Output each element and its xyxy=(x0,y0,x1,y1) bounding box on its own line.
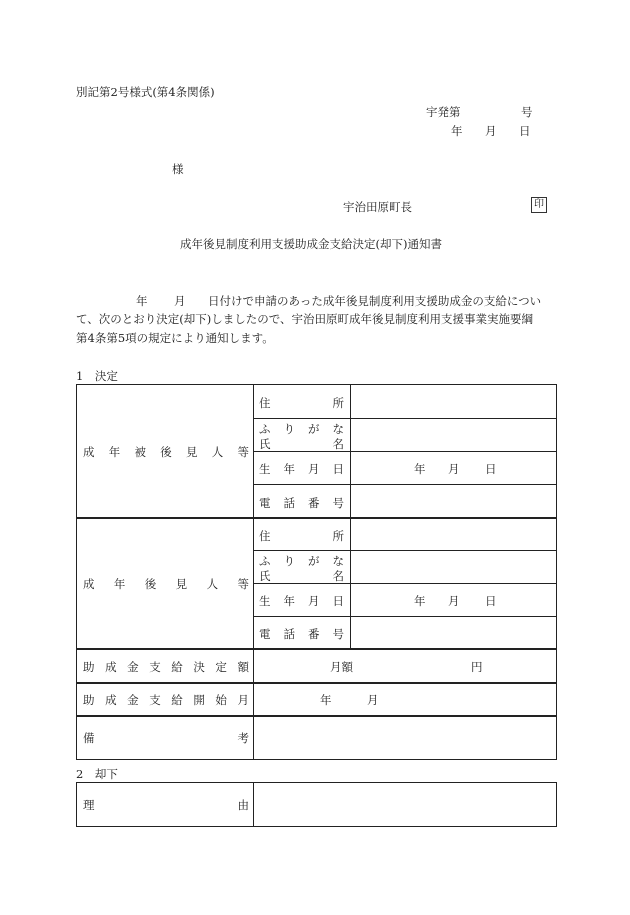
guardian-birth-month: 月 xyxy=(448,594,460,608)
body-year: 年 xyxy=(136,294,148,308)
document-number-prefix: 宇発第 xyxy=(426,105,461,119)
guardian-address-label: 住 所 xyxy=(259,529,344,543)
section-decision-heading: 1 決定 xyxy=(76,369,118,383)
body-line-1: 日付けで申請のあった成年後見制度利用支援助成金の支給につい xyxy=(208,294,542,308)
form-reference: 別記第2号様式(第4条関係) xyxy=(76,85,215,99)
issue-date-month: 月 xyxy=(485,124,497,138)
ward-address-label: 住 所 xyxy=(259,396,344,410)
addressee-suffix: 様 xyxy=(172,162,184,176)
document-number-suffix: 号 xyxy=(521,105,533,119)
document-title: 成年後見制度利用支援助成金支給決定(却下)通知書 xyxy=(180,237,442,251)
issuer-name: 宇治田原町長 xyxy=(343,200,412,214)
start-month-label: 助 成 金 支 給 開 始 月 xyxy=(83,693,249,707)
remarks-label: 備 考 xyxy=(83,731,249,745)
issue-date-day: 日 xyxy=(519,124,531,138)
amount-monthly: 月額 xyxy=(330,660,353,674)
body-month: 月 xyxy=(174,294,186,308)
ward-name-label: 氏 名 xyxy=(259,437,344,451)
ward-birthdate-label: 生 年 月 日 xyxy=(259,462,344,476)
start-year: 年 xyxy=(320,693,332,707)
start-month: 月 xyxy=(367,693,379,707)
guardian-birth-year: 年 xyxy=(414,594,426,608)
ward-birth-year: 年 xyxy=(414,462,426,476)
guardian-birthdate-label: 生 年 月 日 xyxy=(259,594,344,608)
guardian-birth-day: 日 xyxy=(485,594,497,608)
guardian-label: 成 年 後 見 人 等 xyxy=(83,577,249,591)
guardian-phone-label: 電 話 番 号 xyxy=(259,627,344,641)
seal-mark: 印 xyxy=(531,197,547,213)
rejection-table xyxy=(76,782,557,827)
section-rejection-heading: 2 却下 xyxy=(76,767,118,781)
reason-label: 理 由 xyxy=(83,798,249,812)
ward-furigana-label: ふ り が な xyxy=(259,422,344,436)
ward-birth-day: 日 xyxy=(485,462,497,476)
amount-unit: 円 xyxy=(471,660,483,674)
ward-phone-label: 電 話 番 号 xyxy=(259,496,344,510)
ward-birth-month: 月 xyxy=(448,462,460,476)
ward-label: 成 年 被 後 見 人 等 xyxy=(83,445,249,459)
guardian-name-label: 氏 名 xyxy=(259,569,344,583)
amount-label: 助 成 金 支 給 決 定 額 xyxy=(83,660,249,674)
guardian-furigana-label: ふ り が な xyxy=(259,554,344,568)
body-line-2: て、次のとおり決定(却下)しましたので、宇治田原町成年後見制度利用支援事業実施要綱 xyxy=(76,312,534,326)
body-line-3: 第4条第5項の規定により通知します。 xyxy=(76,331,274,345)
issue-date-year: 年 xyxy=(451,124,463,138)
decision-table xyxy=(76,384,557,760)
